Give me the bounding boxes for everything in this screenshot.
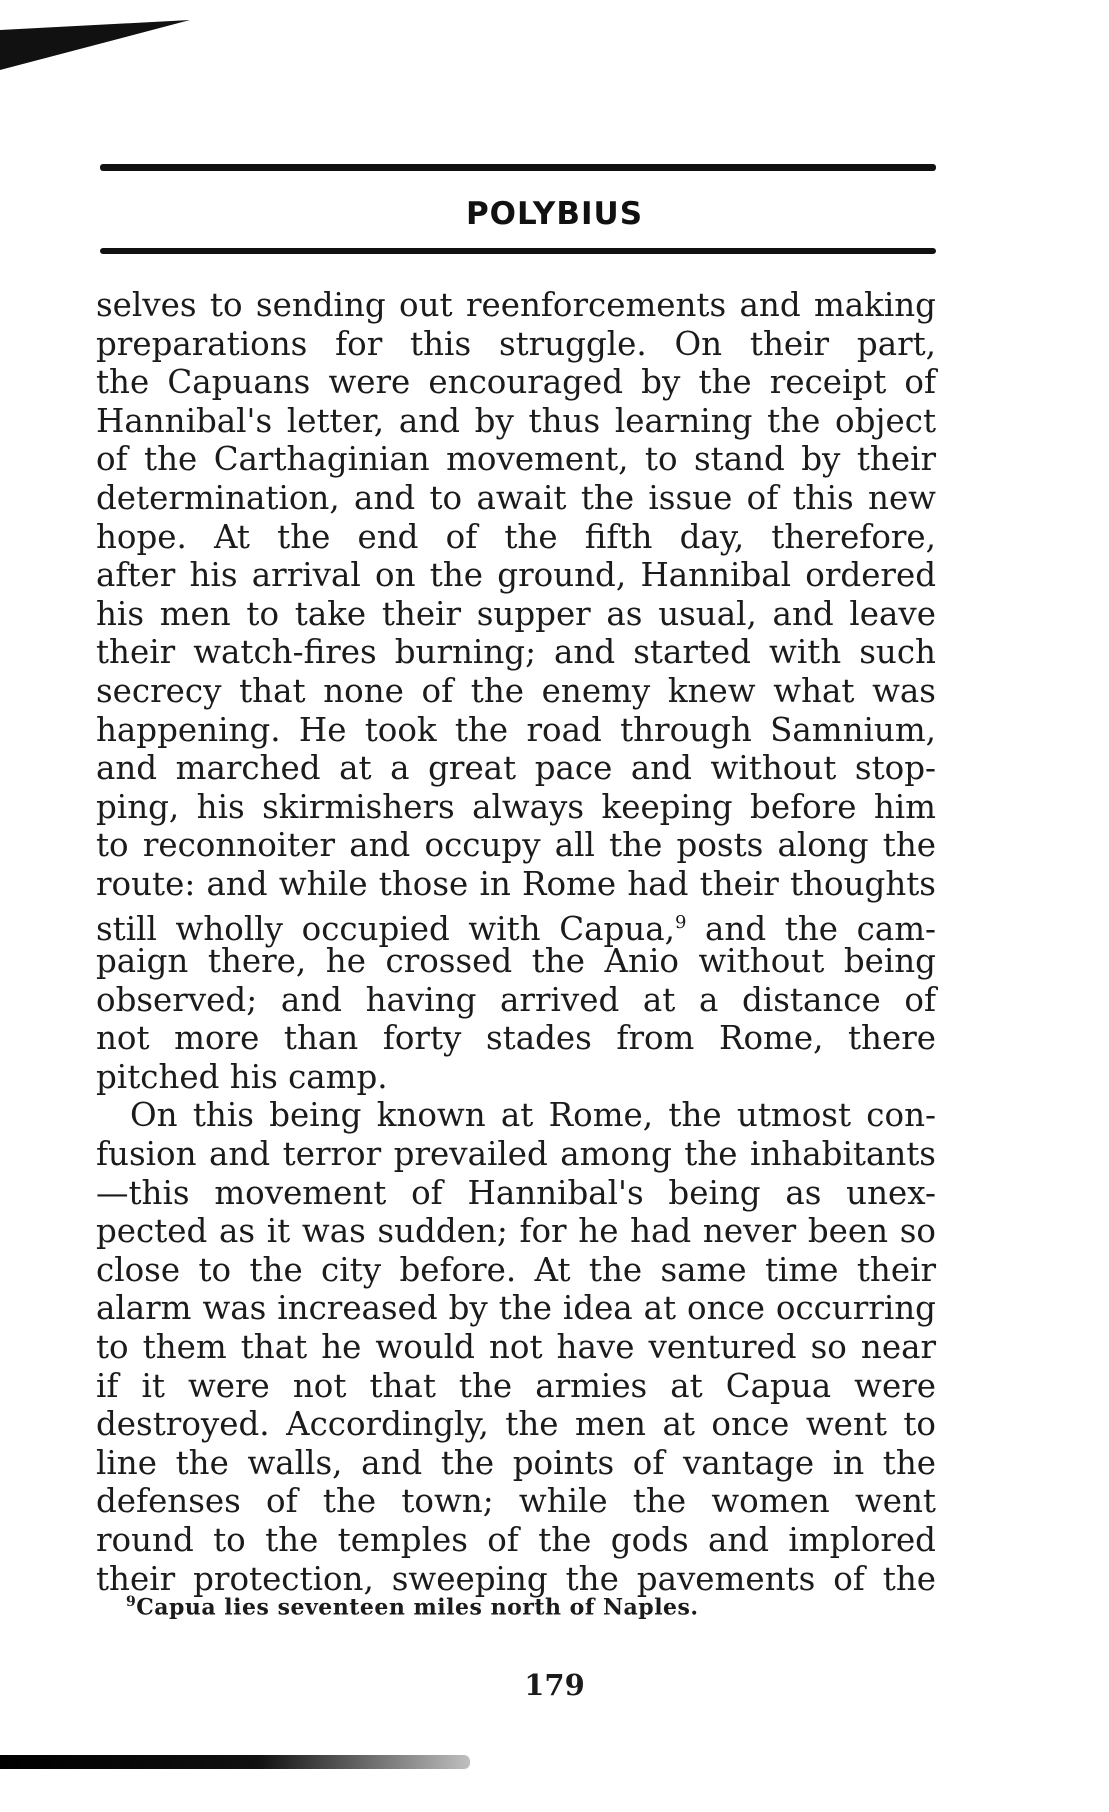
text-line: preparations for this struggle. On their part, [96, 324, 936, 363]
running-title: POLYBIUS [465, 196, 644, 232]
text-line: observed; and having arrived at a distance of [96, 980, 936, 1019]
text-line: —this movement of Hannibal's being as unex- [96, 1173, 936, 1212]
text-line-with-footnote-ref [96, 904, 936, 948]
text-line: to reconnoiter and occupy all the posts along the [96, 826, 936, 865]
text-line: round to the temples of the gods and implored [96, 1521, 936, 1559]
paragraph-start-line: On this being known at Rome, the utmost con- [130, 1096, 936, 1135]
text-line: close to the city before. At the same time their [96, 1250, 936, 1289]
text-line: paign there, he crossed the Anio without being [96, 942, 936, 981]
text-line: their watch-fires burning; and started with such [96, 633, 936, 672]
text-line: line the walls, and the points of vantage in the [96, 1443, 936, 1482]
footnote-marker: 9 [126, 1594, 137, 1610]
text-line: defenses of the town; while the women went [96, 1482, 936, 1521]
text-line: secrecy that none of the enemy knew what was [96, 671, 936, 710]
text-line-part: still wholly occupied with Capua, [96, 909, 675, 948]
text-line: selves to sending out reenforcements and making [96, 286, 936, 324]
header-rule-top [100, 164, 936, 171]
footnote [126, 1594, 699, 1620]
text-line: his men to take their supper as usual, and leave [96, 594, 936, 633]
body-text [96, 286, 936, 1598]
text-line: happening. He took the road through Samnium, [96, 710, 936, 749]
text-line: Hannibal's letter, and by thus learning the object [96, 401, 936, 440]
text-line: ping, his skirmishers always keeping before him [96, 787, 936, 826]
text-line: pitched his camp. [96, 1057, 388, 1096]
text-line: fusion and terror prevailed among the inhabitants [96, 1135, 936, 1174]
text-line: pected as it was sudden; for he had never been so [96, 1212, 936, 1251]
footnote-reference: 9 [674, 911, 687, 933]
page-number: 179 [524, 1668, 585, 1702]
text-line: if it were not that the armies at Capua were [96, 1366, 936, 1405]
scan-edge-mark-top [0, 10, 190, 70]
text-line: determination, and to await the issue of this new [96, 478, 936, 517]
text-line: the Capuans were encouraged by the receipt of [96, 363, 936, 402]
text-line: and marched at a great pace and without stop- [96, 749, 936, 788]
scan-edge-mark-bottom [0, 1755, 470, 1769]
text-line-part: and the cam- [686, 909, 936, 948]
text-line: destroyed. Accordingly, the men at once went to [96, 1405, 936, 1444]
text-line: not more than forty stades from Rome, there [96, 1019, 936, 1058]
text-line: of the Carthaginian movement, to stand by their [96, 440, 936, 479]
text-line: route: and while those in Rome had their thoughts [96, 864, 936, 903]
text-line: after his arrival on the ground, Hannibal ordered [96, 556, 936, 595]
text-line: their protection, sweeping the pavements of the [96, 1559, 936, 1598]
text-line: hope. At the end of the fifth day, therefore, [96, 517, 936, 556]
header-rule-bottom [100, 248, 936, 254]
text-line: to them that he would not have ventured so near [96, 1328, 936, 1367]
text-line: alarm was increased by the idea at once occurring [96, 1289, 936, 1328]
footnote-text: Capua lies seventeen miles north of Naples. [136, 1594, 699, 1621]
